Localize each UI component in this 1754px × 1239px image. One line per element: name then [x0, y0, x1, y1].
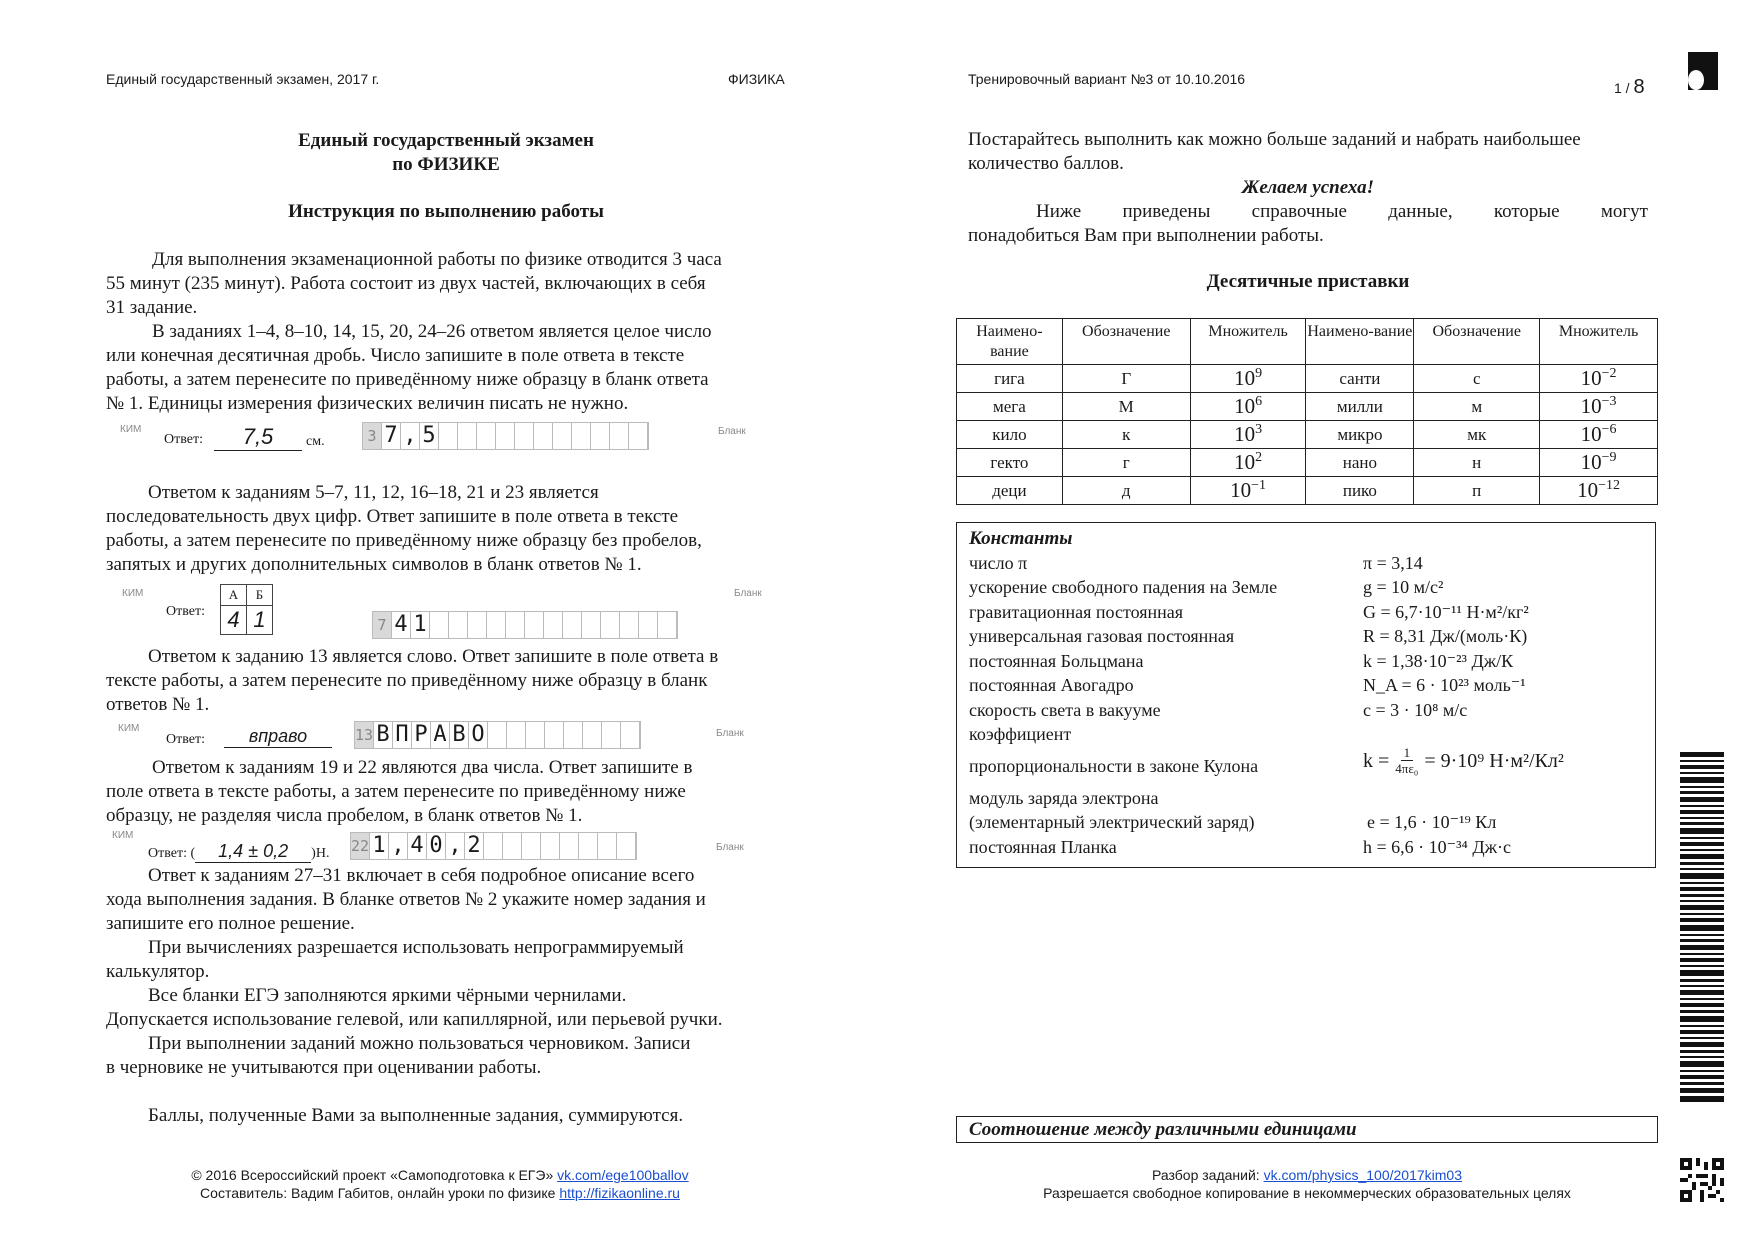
sample1-kim-label: КИМ [120, 424, 142, 435]
fraction-numerator: 1 [1401, 745, 1414, 761]
text-line: хода выполнения задания. В бланке ответов № 2 укажите номер задания и [106, 889, 706, 910]
constant-value: k = 1,38·10⁻²³ Дж/К [1363, 651, 1514, 671]
sample4-answer-label: Ответ: [148, 846, 187, 861]
answer-cell: 1 [411, 612, 430, 638]
answer-cell [563, 612, 582, 638]
paragraph-scores [106, 1104, 786, 1128]
prefix-multiplier: $10^6$ [1190, 393, 1306, 421]
constant-value: N_A = 6 · 10²³ моль⁻¹ [1363, 675, 1526, 695]
footer-project-line [100, 1166, 780, 1184]
text-line: При выполнении заданий можно пользоваться черновиком. Записи [148, 1033, 691, 1054]
sample2-answer-label: Ответ: [166, 604, 205, 619]
sample3-answer-value: вправо [224, 726, 332, 748]
answer-cell [658, 612, 677, 638]
text-line: Для выполнения экзаменационной работы по физике отводится 3 часа [152, 249, 722, 270]
prefix-symbol: мк [1414, 421, 1540, 449]
footer-right [956, 1166, 1658, 1202]
answer-cell: , [446, 833, 465, 859]
paragraph-draft [106, 1032, 786, 1080]
prefix-symbol: п [1414, 477, 1540, 505]
sample2-blank-label: Бланк [734, 588, 762, 599]
constant-name: число π [969, 553, 1028, 573]
electron-name-line1: модуль заряда электрона [969, 788, 1159, 808]
footer-analysis-link[interactable]: vk.com/physics_100/2017kim03 [1263, 1167, 1462, 1183]
sample4-answer [148, 841, 329, 863]
header-variant: Тренировочный вариант №3 от 10.10.2016 [968, 71, 1246, 87]
answer-cell [582, 612, 601, 638]
footer-project-text: © 2016 Всероссийский проект «Самоподготовка к ЕГЭ» [191, 1167, 554, 1183]
table-row [957, 449, 1658, 477]
page-current: 1 / [1614, 80, 1630, 96]
constant-value: g = 10 м/с² [1363, 577, 1444, 597]
prefix-name: мега [957, 393, 1063, 421]
paragraph-time [106, 248, 786, 320]
ab-value-b: 1 [247, 606, 273, 635]
coulomb-name-line1: коэффициент [969, 724, 1072, 744]
paragraph-two-numbers [106, 756, 786, 828]
answer-cell [639, 612, 658, 638]
answer-cell [477, 423, 496, 449]
answer-cell [553, 423, 572, 449]
prefix-multiplier: $10^{-3}$ [1540, 393, 1658, 421]
text-line: ответов № 1. [106, 694, 210, 715]
answer-cell [430, 612, 449, 638]
planck-name: постоянная Планка [969, 837, 1117, 857]
column-header: Множитель [1190, 319, 1306, 365]
answer-cell: 4 [408, 833, 427, 859]
text-line: Все бланки ЕГЭ заполняются яркими чёрными чернилами. [148, 985, 627, 1006]
prefix-table-title: Десятичные приставки [1206, 271, 1410, 292]
answer-cell [534, 423, 553, 449]
table-header-row [957, 319, 1658, 365]
page-total: 8 [1633, 76, 1645, 98]
table-row [957, 365, 1658, 393]
answer-cell [522, 833, 541, 859]
footer-analysis-line [956, 1166, 1658, 1184]
text-line: Ответом к заданию 13 является слово. Ответ запишите в поле ответа в [148, 646, 719, 667]
plus-minus: ± [248, 841, 259, 861]
doc-title-line1: Единый государственный экзамен [298, 130, 594, 151]
constant-name: постоянная Авогадро [969, 675, 1134, 695]
answer-cell [484, 833, 503, 859]
text-line: запишите его полное решение. [106, 913, 355, 934]
answer-cell: 7 [382, 423, 401, 449]
header-exam-title: Единый государственный экзамен, 2017 г. [106, 71, 380, 87]
ab-header-b: Б [247, 585, 273, 606]
value-1: 1,4 [218, 841, 244, 861]
prefix-symbol: д [1062, 477, 1190, 505]
constant-name: универсальная газовая постоянная [969, 626, 1235, 646]
prefix-name: гига [957, 365, 1063, 393]
text-line: Ответом к заданиям 5–7, 11, 12, 16–18, 21 и 23 является [148, 482, 599, 503]
doc-title-line2: по ФИЗИКЕ [392, 154, 500, 175]
footer-copyright-line: Разрешается свободное копирование в некоммерческих образовательных целях [1043, 1185, 1571, 1201]
text-line: Ответ к заданиям 27–31 включает в себя подробное описание всего [148, 865, 695, 886]
text-line: или конечная десятичная дробь. Число запишите в поле ответа в тексте [106, 345, 685, 366]
text-line: В заданиях 1–4, 8–10, 14, 15, 20, 24–26 ответом является целое число [152, 321, 712, 342]
sample1-unit: см. [306, 434, 325, 449]
prefix-name: деци [957, 477, 1063, 505]
decimal-prefix-table [956, 318, 1658, 505]
answer-cell: 4 [392, 612, 411, 638]
prefix-name: кило [957, 421, 1063, 449]
fraction-denominator: 4πε₀ [1395, 761, 1419, 776]
table-row [957, 393, 1658, 421]
sample3-answer-label: Ответ: [166, 732, 205, 747]
prefix-symbol: м [1414, 393, 1540, 421]
answer-cell [629, 423, 648, 449]
answer-cell [503, 833, 522, 859]
prefix-name: гекто [957, 449, 1063, 477]
prefix-multiplier: $10^{-1}$ [1190, 477, 1306, 505]
coulomb-k: k = [1363, 749, 1390, 772]
prefix-symbol: Г [1062, 365, 1190, 393]
text-line: При вычислениях разрешается использовать непрограммируемый [148, 937, 684, 958]
answer-cell [487, 612, 506, 638]
constant-name: скорость света в вакууме [969, 700, 1161, 720]
constant-value: G = 6,7·10⁻¹¹ Н·м²/кг² [1363, 602, 1529, 622]
answer-cell [468, 612, 487, 638]
text-line: № 1. Единицы измерения физических величин писать не нужно. [106, 393, 629, 414]
prefix-name: милли [1306, 393, 1414, 421]
answer-cell [572, 423, 591, 449]
answer-cell [610, 423, 629, 449]
corner-registration-mark [1688, 52, 1718, 90]
table-row [957, 477, 1658, 505]
answer-cell [617, 833, 636, 859]
prefix-multiplier: $10^2$ [1190, 449, 1306, 477]
answer-cell [564, 722, 583, 748]
constants-title: Константы [969, 528, 1073, 549]
paren-open: ( [190, 846, 196, 861]
constant-value: с = 3 · 10⁸ м/с [1363, 700, 1468, 720]
prefix-multiplier: $10^{-2}$ [1540, 365, 1658, 393]
sample1-answer-label: Ответ: [164, 432, 203, 447]
value-2: 0,2 [263, 841, 289, 861]
answer-cell: 2 [465, 833, 484, 859]
doc-title [106, 129, 786, 177]
answer-cell [496, 423, 515, 449]
constant-value: R = 8,31 Дж/(моль·К) [1363, 626, 1528, 646]
answer-cell [506, 612, 525, 638]
prefix-symbol: н [1414, 449, 1540, 477]
prefix-name: пико [1306, 477, 1414, 505]
text-line: поле ответа в тексте работы, а затем перенесите по приведённому ниже [106, 781, 686, 802]
coulomb-name-line2: пропорциональности в законе Кулона [969, 756, 1259, 776]
answer-cell: 1 [370, 833, 389, 859]
answer-cell [601, 612, 620, 638]
text-line: тексте работы, а затем перенесите по приведённому ниже образцу в бланк [106, 670, 708, 691]
column-header: Обозначение [1062, 319, 1190, 365]
footer-author-text: Составитель: Вадим Габитов, онлайн уроки по физике [200, 1185, 556, 1201]
coulomb-value: = 9·10⁹ Н·м²/Кл² [1424, 749, 1564, 772]
footer-fizika-link[interactable]: http://fizikaonline.ru [559, 1185, 680, 1201]
footer-analysis-text: Разбор заданий: [1152, 1167, 1260, 1183]
answer-cell: , [389, 833, 408, 859]
answer-cell [541, 833, 560, 859]
sample4-answer-cells [350, 832, 637, 860]
answer-cell [439, 423, 458, 449]
prefix-multiplier: $10^{-12}$ [1540, 477, 1658, 505]
answer-cell: 3 [363, 423, 382, 449]
answer-cell [598, 833, 617, 859]
coulomb-formula [1363, 745, 1564, 776]
answer-cell: 7 [373, 612, 392, 638]
text-line: Баллы, полученные Вами за выполненные задания, суммируются. [148, 1105, 684, 1126]
answer-cell: В [374, 722, 393, 748]
text-line: Постарайтесь выполнить как можно больше заданий и набрать наибольшее [968, 129, 1581, 150]
instructions-title: Инструкция по выполнению работы [288, 201, 604, 222]
text-line: работы, а затем перенесите по приведённому ниже образцу в бланк ответа [106, 369, 709, 390]
text-line: Допускается использование гелевой, или капиллярной, или перьевой ручки. [106, 1009, 723, 1030]
constants-box [956, 522, 1656, 868]
sample3-blank-label: Бланк [716, 728, 744, 739]
electron-value: e = 1,6 · 10⁻¹⁹ Кл [1367, 812, 1497, 832]
answer-cell [544, 612, 563, 638]
column-header: Обозначение [1414, 319, 1540, 365]
answer-cell [545, 722, 564, 748]
page-number [1614, 76, 1645, 99]
prefix-name: микро [1306, 421, 1414, 449]
prefix-name: санти [1306, 365, 1414, 393]
paragraph-ink [106, 984, 786, 1032]
ab-value-a: 4 [221, 606, 247, 635]
prefix-symbol: М [1062, 393, 1190, 421]
sample3-answer-cells [354, 721, 641, 749]
prefix-multiplier: $10^9$ [1190, 365, 1306, 393]
constant-name: постоянная Больцмана [969, 651, 1144, 671]
sample4-kim-label: КИМ [112, 830, 134, 841]
answer-cell: 0 [427, 833, 446, 859]
text-line: 55 минут (235 минут). Работа состоит из двух частей, включающих в себя [106, 273, 706, 294]
text-line: Ниже приведены справочные данные, которые могут [1036, 201, 1648, 222]
prefix-name: нано [1306, 449, 1414, 477]
column-header: Наимено-вание [1306, 319, 1414, 365]
table-row [957, 421, 1658, 449]
answer-cell [602, 722, 621, 748]
answer-cell: П [393, 722, 412, 748]
constant-name: гравитационная постоянная [969, 602, 1184, 622]
unit-relations-header: Соотношение между различными единицами [956, 1116, 1658, 1143]
answer-cell: , [401, 423, 420, 449]
paragraph-word-answers [106, 645, 786, 717]
sample3-kim-label: КИМ [118, 723, 140, 734]
text-line: запятых и других дополнительных символов в бланк ответов № 1. [106, 554, 642, 575]
answer-cell [621, 722, 640, 748]
sample2-ab-table [220, 584, 273, 635]
ab-header-a: А [221, 585, 247, 606]
answer-cell [583, 722, 602, 748]
sample4-unit: Н. [315, 846, 330, 861]
answer-cell: 5 [420, 423, 439, 449]
paragraph-reference-data [968, 200, 1648, 248]
sample4-values [195, 841, 311, 863]
answer-cell [515, 423, 534, 449]
column-header: Наимено-вание [957, 319, 1063, 365]
text-line: 31 задание. [106, 297, 198, 318]
prefix-symbol: г [1062, 449, 1190, 477]
paragraph-try-best [968, 128, 1648, 176]
text-line: количество баллов. [968, 153, 1124, 174]
text-line: Ответом к заданиям 19 и 22 являются два числа. Ответ запишите в [152, 757, 693, 778]
answer-cell [525, 612, 544, 638]
answer-cell [458, 423, 477, 449]
prefix-multiplier: $10^3$ [1190, 421, 1306, 449]
answer-cell: 22 [351, 833, 370, 859]
answer-cell [620, 612, 639, 638]
wish-good-luck: Желаем успеха! [1241, 177, 1375, 198]
answer-cell [579, 833, 598, 859]
constant-value: π = 3,14 [1363, 553, 1423, 573]
answer-cell: Р [412, 722, 431, 748]
prefix-multiplier: $10^{-9}$ [1540, 449, 1658, 477]
sample4-blank-label: Бланк [716, 842, 744, 853]
text-line: работы, а затем перенесите по приведённому ниже образцу без пробелов, [106, 530, 702, 551]
prefix-multiplier: $10^{-6}$ [1540, 421, 1658, 449]
sample1-blank-label: Бланк [718, 426, 746, 437]
sample1-answer-cells [362, 422, 649, 450]
footer-vk-link[interactable]: vk.com/ege100ballov [557, 1167, 689, 1183]
electron-name-line2: (элементарный электрический заряд) [969, 812, 1255, 832]
paragraph-sequence-answers [106, 481, 786, 577]
constant-name: ускорение свободного падения на Земле [969, 577, 1278, 597]
paren-close: ) [311, 846, 316, 861]
coulomb-fraction [1395, 745, 1418, 776]
barcode-icon [1680, 752, 1724, 1102]
sample2-answer-cells [372, 611, 678, 639]
answer-cell [591, 423, 610, 449]
answer-cell: А [431, 722, 450, 748]
header-subject: ФИЗИКА [728, 71, 785, 87]
answer-cell: О [469, 722, 488, 748]
column-header: Множитель [1540, 319, 1658, 365]
answer-cell [488, 722, 507, 748]
paragraph-calculator [106, 936, 786, 984]
qr-code-icon [1680, 1158, 1724, 1202]
answer-cell: 13 [355, 722, 374, 748]
footer-author-line [100, 1184, 780, 1202]
answer-cell [560, 833, 579, 859]
answer-cell [507, 722, 526, 748]
footer-left [100, 1166, 780, 1202]
text-line: образцу, не разделяя числа пробелом, в бланк ответов № 1. [106, 805, 583, 826]
paragraph-numeric-answers [106, 320, 786, 416]
sample2-kim-label: КИМ [122, 588, 144, 599]
sample1-answer-value: 7,5 [214, 424, 302, 451]
answer-cell [526, 722, 545, 748]
text-line: последовательность двух цифр. Ответ запишите в поле ответа в тексте [106, 506, 679, 527]
prefix-symbol: с [1414, 365, 1540, 393]
planck-value: h = 6,6 · 10⁻³⁴ Дж·с [1363, 837, 1512, 857]
text-line: в черновике не учитываются при оценивании работы. [106, 1057, 542, 1078]
answer-cell [449, 612, 468, 638]
prefix-symbol: к [1062, 421, 1190, 449]
text-line: калькулятор. [106, 961, 210, 982]
text-line: понадобиться Вам при выполнении работы. [968, 225, 1324, 246]
answer-cell: В [450, 722, 469, 748]
paragraph-detailed-answers [106, 864, 786, 936]
